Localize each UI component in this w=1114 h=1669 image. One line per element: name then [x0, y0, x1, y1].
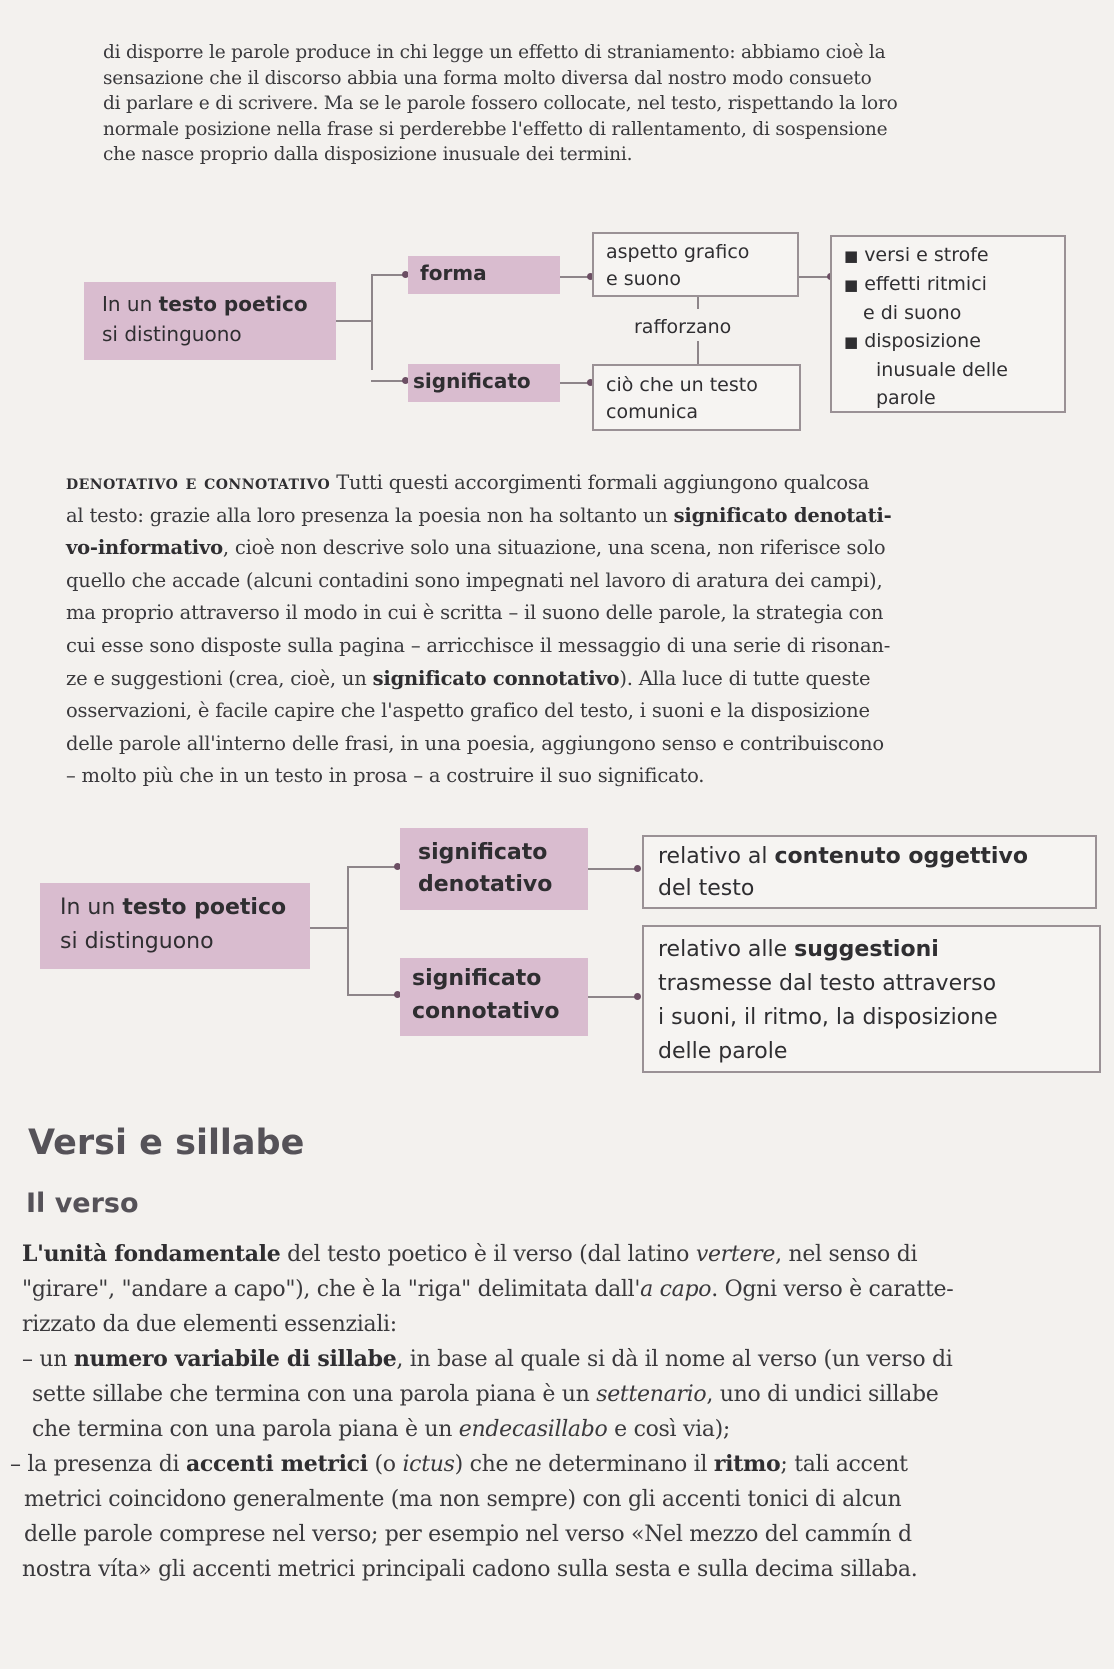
connector — [588, 868, 638, 870]
connector — [588, 996, 638, 998]
rafforzano-label: rafforzano — [634, 316, 732, 338]
intro-line: normale posizione nella frase si perderebbe l'effetto di rallentamento, di sospensione — [103, 118, 888, 140]
root-bold: testo poetico — [158, 292, 308, 316]
features-box: ■ versi e strofe ■ effetti ritmici e di suono ■ disposizione inusuale delle parole — [830, 235, 1066, 413]
intro-line: di disporre le parole produce in chi legge un effetto di straniamento: abbiamo cioè la — [103, 42, 886, 63]
intro-line: di parlare e di scrivere. Ma se le parole fossero collocate, nel testo, rispettando la loro — [103, 93, 898, 114]
connector — [560, 276, 590, 278]
intro-line: che nasce proprio dalla disposizione inusuale dei termini. — [103, 144, 633, 165]
connector — [697, 341, 699, 364]
paragraph-heading: denotativo e connotativo — [66, 471, 331, 494]
connector — [347, 866, 349, 994]
features-item: e di suono — [863, 302, 962, 324]
connector — [697, 297, 699, 309]
intro-line: sensazione che il discorso abbia una forma molto diversa dal nostro modo consueto — [103, 67, 872, 89]
connector — [347, 866, 399, 868]
features-item: disposizione — [864, 330, 981, 352]
intro-paragraph — [103, 40, 898, 168]
features-item: parole — [876, 387, 936, 409]
comunica-box: ciò che un testo comunica — [592, 364, 801, 431]
forma-label: forma — [408, 256, 560, 294]
section-subtitle: Il verso — [26, 1188, 139, 1219]
significato-label: significato — [408, 364, 560, 402]
denotativo-paragraph: denotativo e connotativo Tutti questi accorgimenti formali aggiungono qualcosa al testo: grazie alla loro presenza la poesia non ha soltanto un significato denotati- vo-informativo, cioè non descrive solo una situazione, una scena, non riferisce solo quello che accade (alcuni contadini sono impegnati nel lavoro di aratura dei campi), ma proprio attraverso il modo in cui è scritta – il suono delle parole, la strategia con cui esse sono disposte sulla pagina – arricchisce il messaggio di una serie di risonan- ze e suggestioni (crea, cioè, un significato connotativo). Alla luce di tutte queste osservazioni, è facile capire che l'aspetto grafico del testo, i suoni e la disposizione delle parole all'interno delle frasi, in una poesia, aggiungono senso e contribuiscono – molto più che in un testo in prosa – a costruire il suo significato. — [66, 471, 892, 788]
aspetto-box: aspetto grafico e suono — [592, 232, 799, 297]
denotativo-label: significato denotativo — [400, 828, 588, 910]
root-text: In un — [102, 292, 159, 316]
features-item: inusuale delle — [876, 359, 1008, 381]
features-item: versi e strofe — [864, 244, 989, 266]
features-item: effetti ritmici — [864, 273, 987, 295]
connotativo-label: significato connotativo — [400, 958, 588, 1036]
contenuto-box: relativo al contenuto oggettivo del testo — [642, 835, 1097, 909]
connector — [347, 994, 399, 996]
connector — [310, 927, 348, 929]
connector — [336, 320, 372, 322]
section-title: Versi e sillabe — [28, 1123, 305, 1163]
connector — [371, 274, 373, 370]
connector — [560, 382, 590, 384]
verso-paragraph: L'unità fondamentale del testo poetico è il verso (dal latino vertere, nel senso di "girare", "andare a capo"), che è la "riga" delimitata dall'a capo. Ogni verso è caratte- rizzato da due elementi essenziali: – un numero variabile di sillabe, in base al quale si dà il nome al verso (un verso di sette sillabe che termina con una parola piana è un settenario, uno di undici sillabe che termina con una parola piana è un endecasillabo e così via); – la presenza di accenti metrici (o ictus) che ne determinano il ritmo; tali accent metrici coincidono generalmente (ma non sempre) con gli accenti tonici di alcun delle parole comprese nel verso; per esempio nel verso «Nel mezzo del cammín d nostra víta» gli accenti metrici principali cadono sulla sesta e sulla decima sillaba. — [10, 1241, 954, 1582]
connector — [799, 276, 829, 278]
connector-dot — [634, 993, 641, 1000]
diagram1-root — [84, 282, 336, 360]
root-text: si distinguono — [102, 322, 242, 346]
diagram2-root: In un testo poetico si distinguono — [40, 883, 310, 969]
suggestioni-box: relativo alle suggestioni trasmesse dal testo attraverso i suoni, il ritmo, la disposizione delle parole — [642, 925, 1101, 1073]
connector-dot — [634, 865, 641, 872]
